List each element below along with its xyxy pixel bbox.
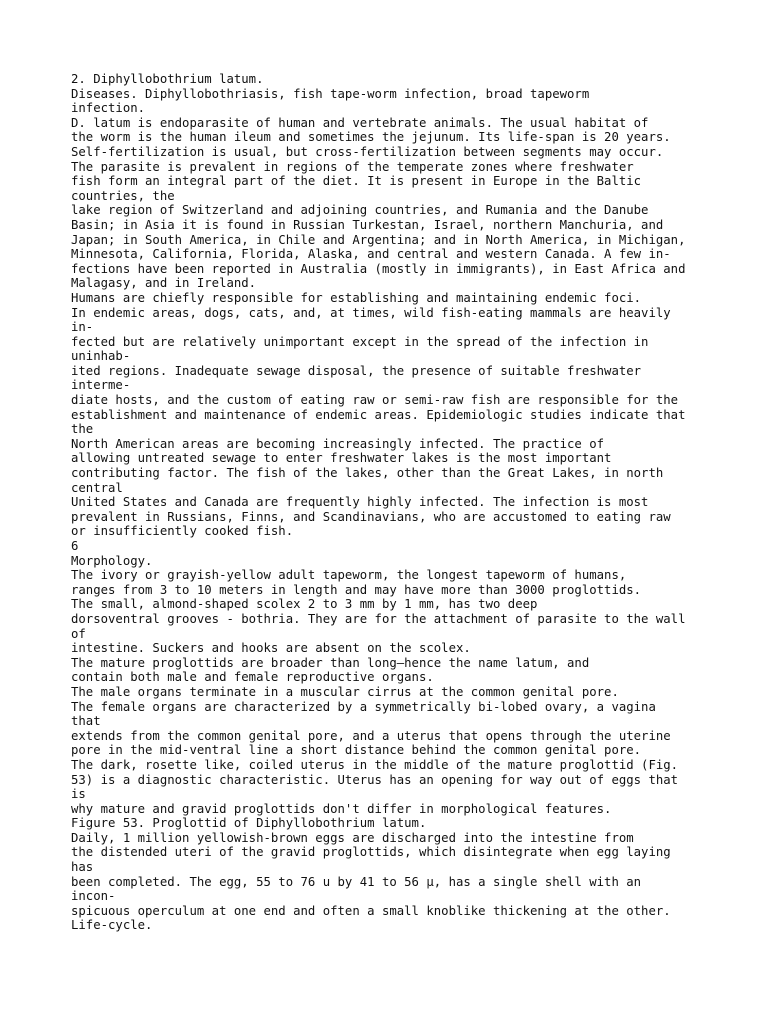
text-line: the worm is the human ileum and sometimes the jejunum. Its life-span is 20 years.	[71, 130, 671, 145]
text-line: 6	[71, 539, 79, 553]
text-line: Figure 53. Proglottid of Diphyllobothrium latum.	[71, 816, 427, 831]
text-line: The small, almond-shaped scolex 2 to 3 mm by 1 mm, has two deep	[71, 597, 538, 612]
text-line: incon-	[71, 889, 116, 904]
text-line: The male organs terminate in a muscular cirrus at the common genital pore.	[71, 684, 619, 699]
text-line: the	[71, 422, 94, 437]
text-line: Japan; in South America, in Chile and Argentina; and in North America, in Michigan,	[71, 232, 686, 247]
text-line: Diseases. Diphyllobothriasis, fish tape-worm infection, broad tapeworm	[71, 86, 590, 101]
text-line: 2. Diphyllobothrium latum.	[71, 72, 264, 86]
text-line: fish form an integral part of the diet. It is present in Europe in the Baltic	[71, 174, 642, 189]
text-line: allowing untreated sewage to enter freshwater lakes is the most important	[71, 451, 612, 466]
text-line: Minnesota, California, Florida, Alaska, and central and western Canada. A few in-	[71, 247, 671, 262]
text-line: pore in the mid-ventral line a short distance behind the common genital pore.	[71, 743, 642, 758]
text-line: countries, the	[71, 188, 175, 203]
text-line: interme-	[71, 378, 131, 393]
text-line: Malagasy, and in Ireland.	[71, 276, 257, 291]
text-line: of	[71, 626, 86, 641]
text-line: D. latum is endoparasite of human and vertebrate animals. The usual habitat of	[71, 115, 649, 130]
text-line: the distended uteri of the gravid proglottids, which disintegrate when egg laying	[71, 845, 671, 860]
text-line: why mature and gravid proglottids don't differ in morphological features.	[71, 801, 612, 816]
text-line: is	[71, 787, 86, 802]
text-line: The dark, rosette like, coiled uterus in the middle of the mature proglottid (Fig.	[71, 757, 679, 772]
text-line: uninhab-	[71, 349, 131, 364]
text-line: intestine. Suckers and hooks are absent on the scolex.	[71, 641, 471, 656]
text-line: Basin; in Asia it is found in Russian Turkestan, Israel, northern Manchuria, and	[71, 217, 664, 232]
text-line: Humans are chiefly responsible for establishing and maintaining endemic foci.	[71, 290, 642, 305]
text-line: Morphology.	[71, 553, 153, 568]
text-line: been completed. The egg, 55 to 76 u by 41 to 56 μ, has a single shell with an	[71, 874, 642, 889]
text-line: The female organs are characterized by a symmetrically bi-lobed ovary, a vagina	[71, 699, 656, 714]
text-line: The mature proglottids are broader than long—hence the name latum, and	[71, 655, 590, 670]
text-line: Life-cycle.	[71, 918, 153, 933]
text-line: dorsoventral grooves - bothria. They are for the attachment of parasite to the wall	[71, 611, 686, 626]
text-line: ited regions. Inadequate sewage disposal, the presence of suitable freshwater	[71, 363, 642, 378]
text-line: lake region of Switzerland and adjoining countries, and Rumania and the Danube	[71, 203, 649, 218]
text-line: contain both male and female reproductive organs.	[71, 670, 434, 685]
text-line: North American areas are becoming increasingly infected. The practice of	[71, 436, 605, 451]
text-line: contributing factor. The fish of the lakes, other than the Great Lakes, in north	[71, 466, 664, 481]
text-line: fections have been reported in Australia (mostly in immigrants), in East Africa and	[71, 261, 686, 276]
document-page	[71, 72, 731, 933]
text-line: has	[71, 860, 94, 875]
text-line: United States and Canada are frequently highly infected. The infection is most	[71, 495, 649, 510]
text-line: in-	[71, 320, 94, 335]
text-line: prevalent in Russians, Finns, and Scandinavians, who are accustomed to eating raw	[71, 509, 671, 524]
text-line: that	[71, 714, 101, 729]
text-line: The parasite is prevalent in regions of the temperate zones where freshwater	[71, 159, 634, 174]
text-line: establishment and maintenance of endemic areas. Epidemiologic studies indicate that	[71, 407, 686, 422]
text-line: fected but are relatively unimportant except in the spread of the infection in	[71, 334, 649, 349]
text-line: central	[71, 480, 123, 495]
text-line: diate hosts, and the custom of eating raw or semi-raw fish are responsible for the	[71, 393, 679, 408]
text-line: In endemic areas, dogs, cats, and, at times, wild fish-eating mammals are heavily	[71, 305, 671, 320]
text-line: The ivory or grayish-yellow adult tapeworm, the longest tapeworm of humans,	[71, 568, 627, 583]
text-line: ranges from 3 to 10 meters in length and may have more than 3000 proglottids.	[71, 582, 642, 597]
text-line: extends from the common genital pore, and a uterus that opens through the uterine	[71, 728, 671, 743]
text-line: infection.	[71, 101, 146, 116]
text-line: 53) is a diagnostic characteristic. Uterus has an opening for way out of eggs that	[71, 772, 679, 787]
text-line: spicuous operculum at one end and often a small knoblike thickening at the other.	[71, 903, 671, 918]
text-line: or insufficiently cooked fish.	[71, 524, 294, 539]
text-line: Self-fertilization is usual, but cross-fertilization between segments may occur.	[71, 144, 664, 159]
text-line: Daily, 1 million yellowish-brown eggs are discharged into the intestine from	[71, 830, 634, 845]
